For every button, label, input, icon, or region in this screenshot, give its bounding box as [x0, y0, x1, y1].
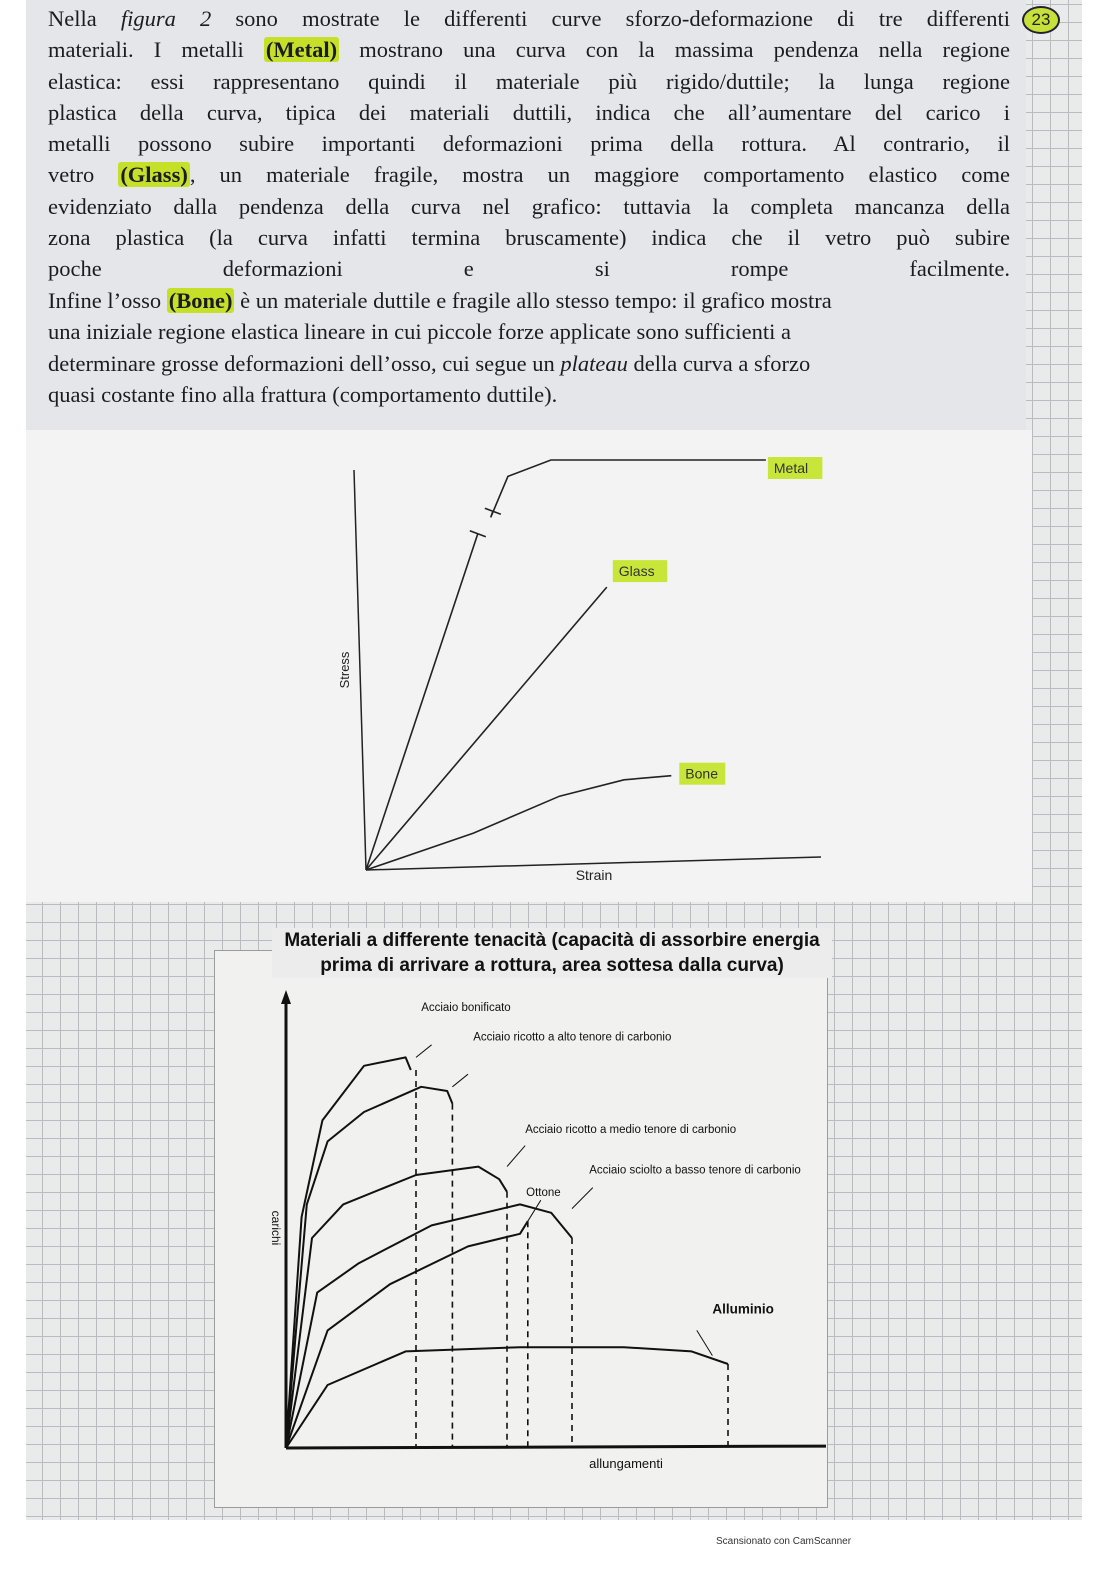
- series-label-metal: Metal: [773, 460, 809, 476]
- series-line-acciaio-ricotto-a-alto-tenore-di-carbonio: [286, 1087, 452, 1448]
- series-label-acciaio-ricotto-a-alto-tenore-di-carbonio: Acciaio ricotto a alto tenore di carbonio: [473, 1031, 672, 1044]
- series-label-bone: Bone: [685, 765, 719, 782]
- x-axis: [286, 1446, 826, 1448]
- leader-line-ottone: [528, 1200, 541, 1221]
- text-run: materiali. I metalli: [48, 37, 264, 63]
- x-axis-label: allungamenti: [589, 1456, 663, 1471]
- scanner-footer: Scansionato con CamScanner: [716, 1536, 852, 1547]
- y-axis: [354, 470, 366, 870]
- x-axis-label: Strain: [575, 867, 613, 883]
- highlighted-term: (Glass): [120, 162, 188, 188]
- text-run: vetro: [48, 162, 119, 188]
- highlighted-term: (Metal): [265, 37, 338, 63]
- text-run: , un materiale fragile, mostra un maggiore comportamento elastico come: [189, 162, 1010, 188]
- series-line-acciaio-bonificato: [286, 1057, 411, 1448]
- text-run: poche deformazioni e si rompe facilmente.: [48, 256, 1010, 282]
- y-axis-arrow: [281, 990, 291, 1004]
- text-run: elastica: essi rappresentano quindi il materiale più rigido/duttile; la lunga regione: [48, 68, 1010, 94]
- leader-line-acciaio-sciolto-a-basso-tenore-di-carbonio: [572, 1188, 593, 1209]
- series-line-acciaio-ricotto-a-medio-tenore-di-carbonio: [286, 1167, 507, 1448]
- text-run: mostrano una curva con la massima pendenza nella regione: [339, 37, 1010, 63]
- series-label-acciaio-bonificato: Acciaio bonificato: [421, 1002, 511, 1015]
- highlighted-term: (Bone): [168, 288, 233, 313]
- leader-line-acciaio-ricotto-a-alto-tenore-di-carbonio: [452, 1074, 468, 1087]
- toughness-chart: [214, 950, 826, 1506]
- text-run: evidenziato dalla pendenza della curva nel grafico: tuttavia la completa mancanza della: [48, 193, 1010, 219]
- series-line-metal-plastic: [491, 460, 766, 517]
- series-label-ottone: Ottone: [526, 1187, 561, 1199]
- text-run: plastica della curva, tipica dei materiali duttili, indica che all’aumentare del carico i: [48, 99, 1010, 125]
- text-run: Nella: [48, 6, 121, 31]
- paragraph-intro: [48, 3, 1010, 285]
- text-run: della curva a sforzo: [627, 350, 811, 376]
- series-label-acciaio-sciolto-a-basso-tenore-di-carbonio: Acciaio sciolto a basso tenore di carbonio: [589, 1164, 801, 1177]
- stress-strain-chart: [26, 430, 1032, 902]
- series-label-alluminio: Alluminio: [712, 1301, 774, 1317]
- graph-paper-sheet: [26, 0, 1082, 1520]
- text-run: metalli possono subire importanti deformazioni prima della rottura. Al contrario, il: [48, 131, 1010, 157]
- text-run: è un materiale duttile e fragile allo stesso tempo: il grafico mostra: [234, 288, 832, 313]
- paragraph-bone: [48, 285, 1010, 410]
- leader-line-acciaio-bonificato: [416, 1045, 432, 1058]
- toughness-chart-title: Materiali a differente tenacità (capacità di assorbire energia prima di arrivare a rottura, area sottesa dalla curva): [272, 928, 832, 978]
- series-line-bone: [366, 776, 671, 870]
- series-line-acciaio-sciolto-a-basso-tenore-di-carbonio: [286, 1204, 572, 1448]
- leader-line-alluminio: [697, 1330, 713, 1355]
- text-run: quasi costante fino alla frattura (comportamento duttile).: [48, 381, 558, 407]
- italic-term: figura 2: [120, 6, 212, 31]
- page-number: 23: [1022, 6, 1060, 34]
- text-block: [26, 0, 1026, 431]
- text-run: zona plastica (la curva infatti termina bruscamente) indica che il vetro può subire: [48, 225, 1010, 251]
- y-axis-label: carichi: [269, 1210, 283, 1246]
- text-run: determinare grosse deformazioni dell’osso, cui segue un: [48, 350, 561, 376]
- text-run: una iniziale regione elastica lineare in cui piccole forze applicate sono sufficienti a: [48, 319, 791, 345]
- leader-line-acciaio-ricotto-a-medio-tenore-di-carbonio: [507, 1146, 525, 1167]
- series-line-metal-elastic: [366, 534, 478, 870]
- italic-term: plateau: [560, 350, 628, 376]
- series-line-ottone: [286, 1221, 528, 1448]
- series-label-acciaio-ricotto-a-medio-tenore-di-carbonio: Acciaio ricotto a medio tenore di carbonio: [525, 1124, 737, 1136]
- y-axis-label: Stress: [337, 651, 352, 689]
- text-run: Infine l’osso: [48, 288, 167, 313]
- series-label-glass: Glass: [618, 563, 655, 580]
- text-run: sono mostrate le differenti curve sforzo-deformazione di tre differenti: [211, 6, 1010, 31]
